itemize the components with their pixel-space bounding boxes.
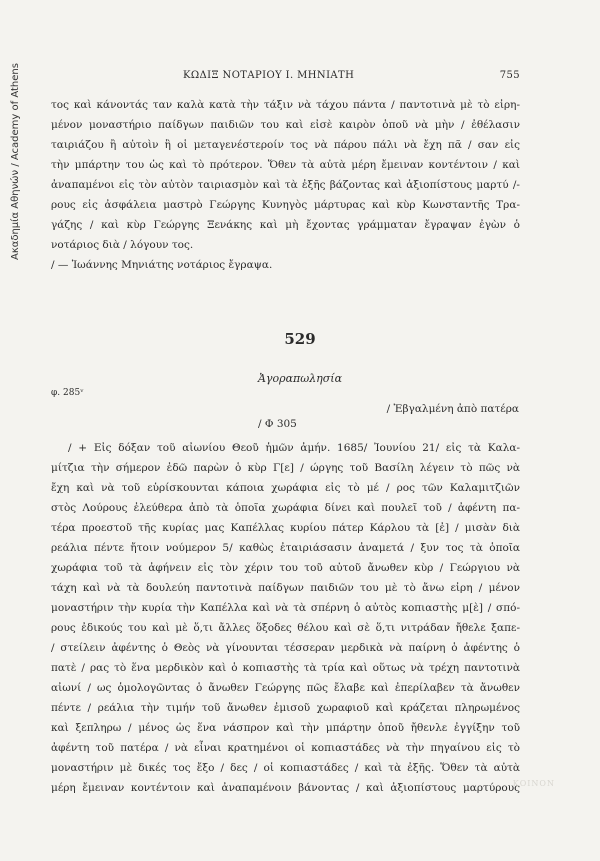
side-stamp-text: Ακαδημία Αθηνών / Academy of Athens [10,63,21,260]
source-note: / Ἐβγαλμένη ἀπὸ πατέρα [386,403,519,415]
text-line: αἰωνί / ως ὁμολογῶντας ὁ ἄνωθεν Γεώργης πῶς ἔλαβε καὶ ἐπερίλαβεν τὰ ἄνωθεν [51,682,520,694]
text-line: μοναστήριν μὲ δικές τος ἔξο / δες / οἱ κοπιαστάδες / καὶ τὰ ἐξῆς. Ὅθεν τὰ αὐτὰ [51,762,520,774]
signature-line: / — Ἰωάννης Μηνιάτης νοτάριος ἔγραψα. [51,259,273,271]
text-line: ἀναπαμένοι εἰς τὸν αὐτὸν ταιριασμὸν καὶ τὰ ἐξῆς βάζοντας καὶ ἀξιοπίστους μαρτύ /- [51,179,520,191]
text-line: μέρη ἔμειναν κοντέντοιν καὶ ἀναπαμένοιν βάνοντας / καὶ ἀξιοπίστους μαρτύρους [51,782,520,794]
text-line: τὴν μπάρτην του ὡς καὶ τὸ πρότερον. Ὅθεν τὰ αὐτὰ μέρη ἔμειναν κοντέντοιν / καὶ [51,159,520,171]
side-stamp [10,40,30,260]
folio-reference: / Φ 305 [258,418,297,430]
running-head [51,70,520,86]
folio-marker: φ. 285ᵛ [51,388,84,398]
text-line: στὸς Λούρους ἐλεύθερα ἀπὸ τὰ ὁποῖα χωράφια δίνει καὶ πουλεῖ τοῦ / ἀφέντη πα- [51,502,520,514]
text-line: ταιριάζου ἢ αὐτοὶν ἢ οἱ μεταγενέστεροίν τος νὰ πάρου πάλι νὰ ἔχη πᾶ / σαν εἰς [51,139,520,151]
document-number: 529 [284,330,316,348]
text-line: χωράφια τοῦ τὰ ἀφήνειν εἰς τὸν χέριν του τοῦ αὐτοῦ ἄνωθεν κὺρ / Γεώργιου νὰ [51,562,520,574]
text-line: πατὲ / ρας τὸ ἕνα μερδικὸν καὶ ὁ κοπιαστὴς τὰ τρία καὶ οὕτως νὰ τρέχη παντοτινὰ [51,662,520,674]
text-line: γάζης / καὶ κὺρ Γεώργης Ξενάκης καὶ μὴ ἔχοντας γράμματαν ἔγραψαν ἐγὼν ὁ [51,219,520,231]
running-title: ΚΩΔΙΞ ΝΟΤΑΡΙΟΥ Ι. ΜΗΝΙΑΤΗ [183,70,355,81]
text-line: τος καὶ κάνοντάς ταν καλὰ κατὰ τὴν τάξιν νὰ τάχου πάντα / παντοτινὰ μὲ τὸ εἰρη- [51,99,520,111]
page-number: 755 [499,70,520,81]
text-line: ἀφέντη τοῦ πατέρα / νὰ εἶναι κρατημένοι οἱ κοπιαστάδες νὰ τὴν πηγαίνου εἰς τὸ [51,742,520,754]
text-line: ρους ἐδικούς του καὶ μὲ ὅ,τι ἄλλες ὅξοδες θέλου καὶ σὲ ὅ,τι νιτράδαν ἤθελε ξαπε- [51,622,520,634]
text-line: ρεάλια πέντε ἤτοιν νούμερον 5/ καθὼς ἐταιριάσασιν ἀναμετά / ξυν τος τὰ ὁποῖα [51,542,520,554]
watermark: ΚΟΙΝΟΝ [512,779,555,788]
document-title: Ἀγοραπωλησία [257,372,343,385]
text-line: πέντε / ρεάλια τὴν τιμήν τοῦ ἄνωθεν ἐμισοῦ χωραφιοῦ καὶ κράζεται πληρωμένος [51,702,520,714]
text-line: τάχη καὶ νὰ τὰ δουλεύη παντοτινὰ παίδγων παιδιῶν του μὲ τὸ ἄνω εἰρη / μένον [51,582,520,594]
text-line: ἔχη καὶ νὰ τοῦ εὑρίσκουνται κάποια χωράφια εἰς τὸ μέ / ρος τῶν Καλαμιτζιῶν [51,482,520,494]
text-line: μίτζια τὴν σήμερον ἐδῶ παρὼν ὁ κὺρ Γ[ε] / ώργης τοῦ Βασίλη λέγειν τὸ πῶς νὰ [51,462,520,474]
text-line: μοναστήριν τὴν κυρία τὴν Καπέλλα καὶ νὰ τὰ σπέρνη ὁ αὐτὸς κοπιαστὴς μ[ὲ] / σπό- [51,602,520,614]
text-line: νοτάριος διὰ / λόγουν τος. [51,239,194,251]
text-line: μένον μοναστήριο παίδγων παιδιῶν του καὶ εἰσὲ καιρὸν ὁποῦ νὰ μὴν / ἐθέλασιν [51,119,520,131]
text-line: / + Εἰς δόξαν τοῦ αἰωνίου Θεοῦ ἡμῶν ἀμήν. 1685/ Ἰουνίου 21/ εἰς τὰ Καλα- [68,442,520,454]
text-line: τέρα προεστοῦ τῆς κυρίας μας Καπέλλας κυρίου πάτερ Κάρλου τὰ [ἐ] / μισὰν διὰ [51,522,520,534]
text-line: ρους εἰς ἀσφάλεια μαστρὸ Γεώργης Κυνηγὸς μάρτυρας καὶ κὺρ Κωνσταντῆς Τρα- [51,199,520,211]
text-line: / στείλειν ἀφέντης ὁ Θεὸς νὰ γίνουνται τέσσεραν μερδικὰ νὰ παίρνη ὁ ἀφέντης ὁ [51,642,520,654]
text-line: καὶ ξεπληρω / μένος ὡς ἕνα νάσπρον καὶ τὴν μπάρτην ὁποῦ ἤθενλε ἐγγίξην τοῦ [51,722,520,734]
